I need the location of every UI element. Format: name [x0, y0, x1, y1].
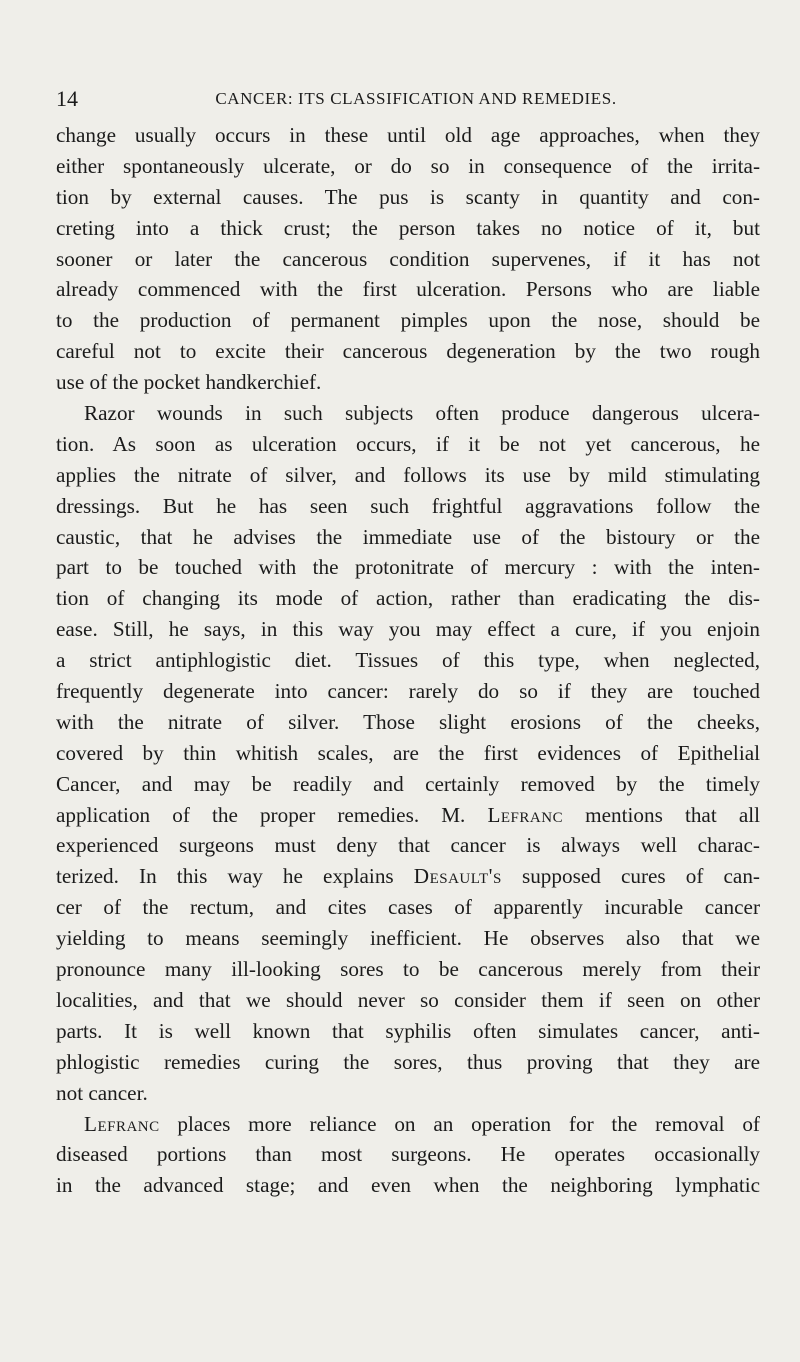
text-run: mentions that all: [563, 802, 760, 827]
text-line: dressings. But he has seen such frightful aggravations follow the: [56, 493, 760, 518]
text-run: supposed cures of can-: [501, 864, 760, 889]
text-run: application of the proper remedies. M.: [56, 802, 488, 827]
text-line: to the production of permanent pimples upon the nose, should be: [56, 308, 760, 333]
text-line: ease. Still, he says, in this way you may effect a cure, if you enjoin: [56, 617, 760, 642]
text-line: tion by external causes. The pus is scanty in quantity and con-: [56, 184, 760, 209]
page-number: 14: [56, 86, 78, 111]
person-name: Lefranc: [487, 802, 564, 827]
text-line: phlogistic remedies curing the sores, thus proving that they are: [56, 1049, 760, 1074]
text-line: part to be touched with the protonitrate of mercury : with the inten-: [56, 555, 760, 580]
text-line: a strict antiphlogistic diet. Tissues of this type, when neglected,: [56, 648, 760, 673]
text-line: tion of changing its mode of action, rather than eradicating the dis-: [56, 586, 760, 611]
text-line: caustic, that he advises the immediate use of the bistoury or the: [56, 524, 760, 549]
text-line: already commenced with the first ulceration. Persons who are liable: [56, 277, 760, 302]
text-line: in the advanced stage; and even when the neighboring lymphatic: [56, 1173, 760, 1198]
text-line: tion. As soon as ulceration occurs, if it be not yet cancerous, he: [56, 431, 760, 456]
body-text: [56, 120, 760, 1201]
running-title: CANCER: ITS CLASSIFICATION AND REMEDIES.: [215, 89, 617, 108]
text-line: with the nitrate of silver. Those slight erosions of the cheeks,: [56, 709, 760, 734]
text-line: diseased portions than most surgeons. He operates occasionally: [56, 1142, 760, 1167]
text-line: Razor wounds in such subjects often produce dangerous ulcera-: [84, 401, 760, 426]
person-name: Lefranc: [84, 1111, 160, 1136]
text-line: sooner or later the cancerous condition supervenes, if it has not: [56, 246, 760, 271]
text-run: places more reliance on an operation for the removal of: [159, 1111, 760, 1136]
text-line: either spontaneously ulcerate, or do so in consequence of the irrita-: [56, 153, 760, 178]
text-line: yielding to means seemingly inefficient. He observes also that we: [56, 926, 760, 951]
text-line: experienced surgeons must deny that cancer is always well charac-: [56, 833, 760, 858]
text-line: localities, and that we should never so consider them if seen on other: [56, 987, 760, 1012]
text-line: applies the nitrate of silver, and follows its use by mild stimulating: [56, 462, 760, 487]
text-line: parts. It is well known that syphilis often simulates cancer, anti-: [56, 1018, 760, 1043]
text-line: careful not to excite their cancerous degeneration by the two rough: [56, 339, 760, 364]
text-line: change usually occurs in these until old age approaches, when they: [56, 123, 760, 147]
running-head: [56, 84, 764, 114]
text-line: creting into a thick crust; the person takes no notice of it, but: [56, 215, 760, 240]
text-line: covered by thin whitish scales, are the first evidences of Epithelial: [56, 740, 760, 765]
text-run: terized. In this way he explains: [56, 864, 414, 889]
text-line: frequently degenerate into cancer: rarely do so if they are touched: [56, 679, 760, 704]
text-line: [56, 800, 760, 831]
text-line: Cancer, and may be readily and certainly removed by the timely: [56, 771, 760, 796]
text-line: use of the pocket handkerchief.: [56, 370, 322, 395]
text-line: cer of the rectum, and cites cases of apparently incurable cancer: [56, 895, 760, 920]
text-line: not cancer.: [56, 1080, 148, 1105]
text-line: [56, 861, 760, 892]
text-line: [56, 1109, 760, 1140]
text-line: pronounce many ill-looking sores to be cancerous merely from their: [56, 957, 760, 982]
person-name: Desault's: [413, 864, 502, 889]
